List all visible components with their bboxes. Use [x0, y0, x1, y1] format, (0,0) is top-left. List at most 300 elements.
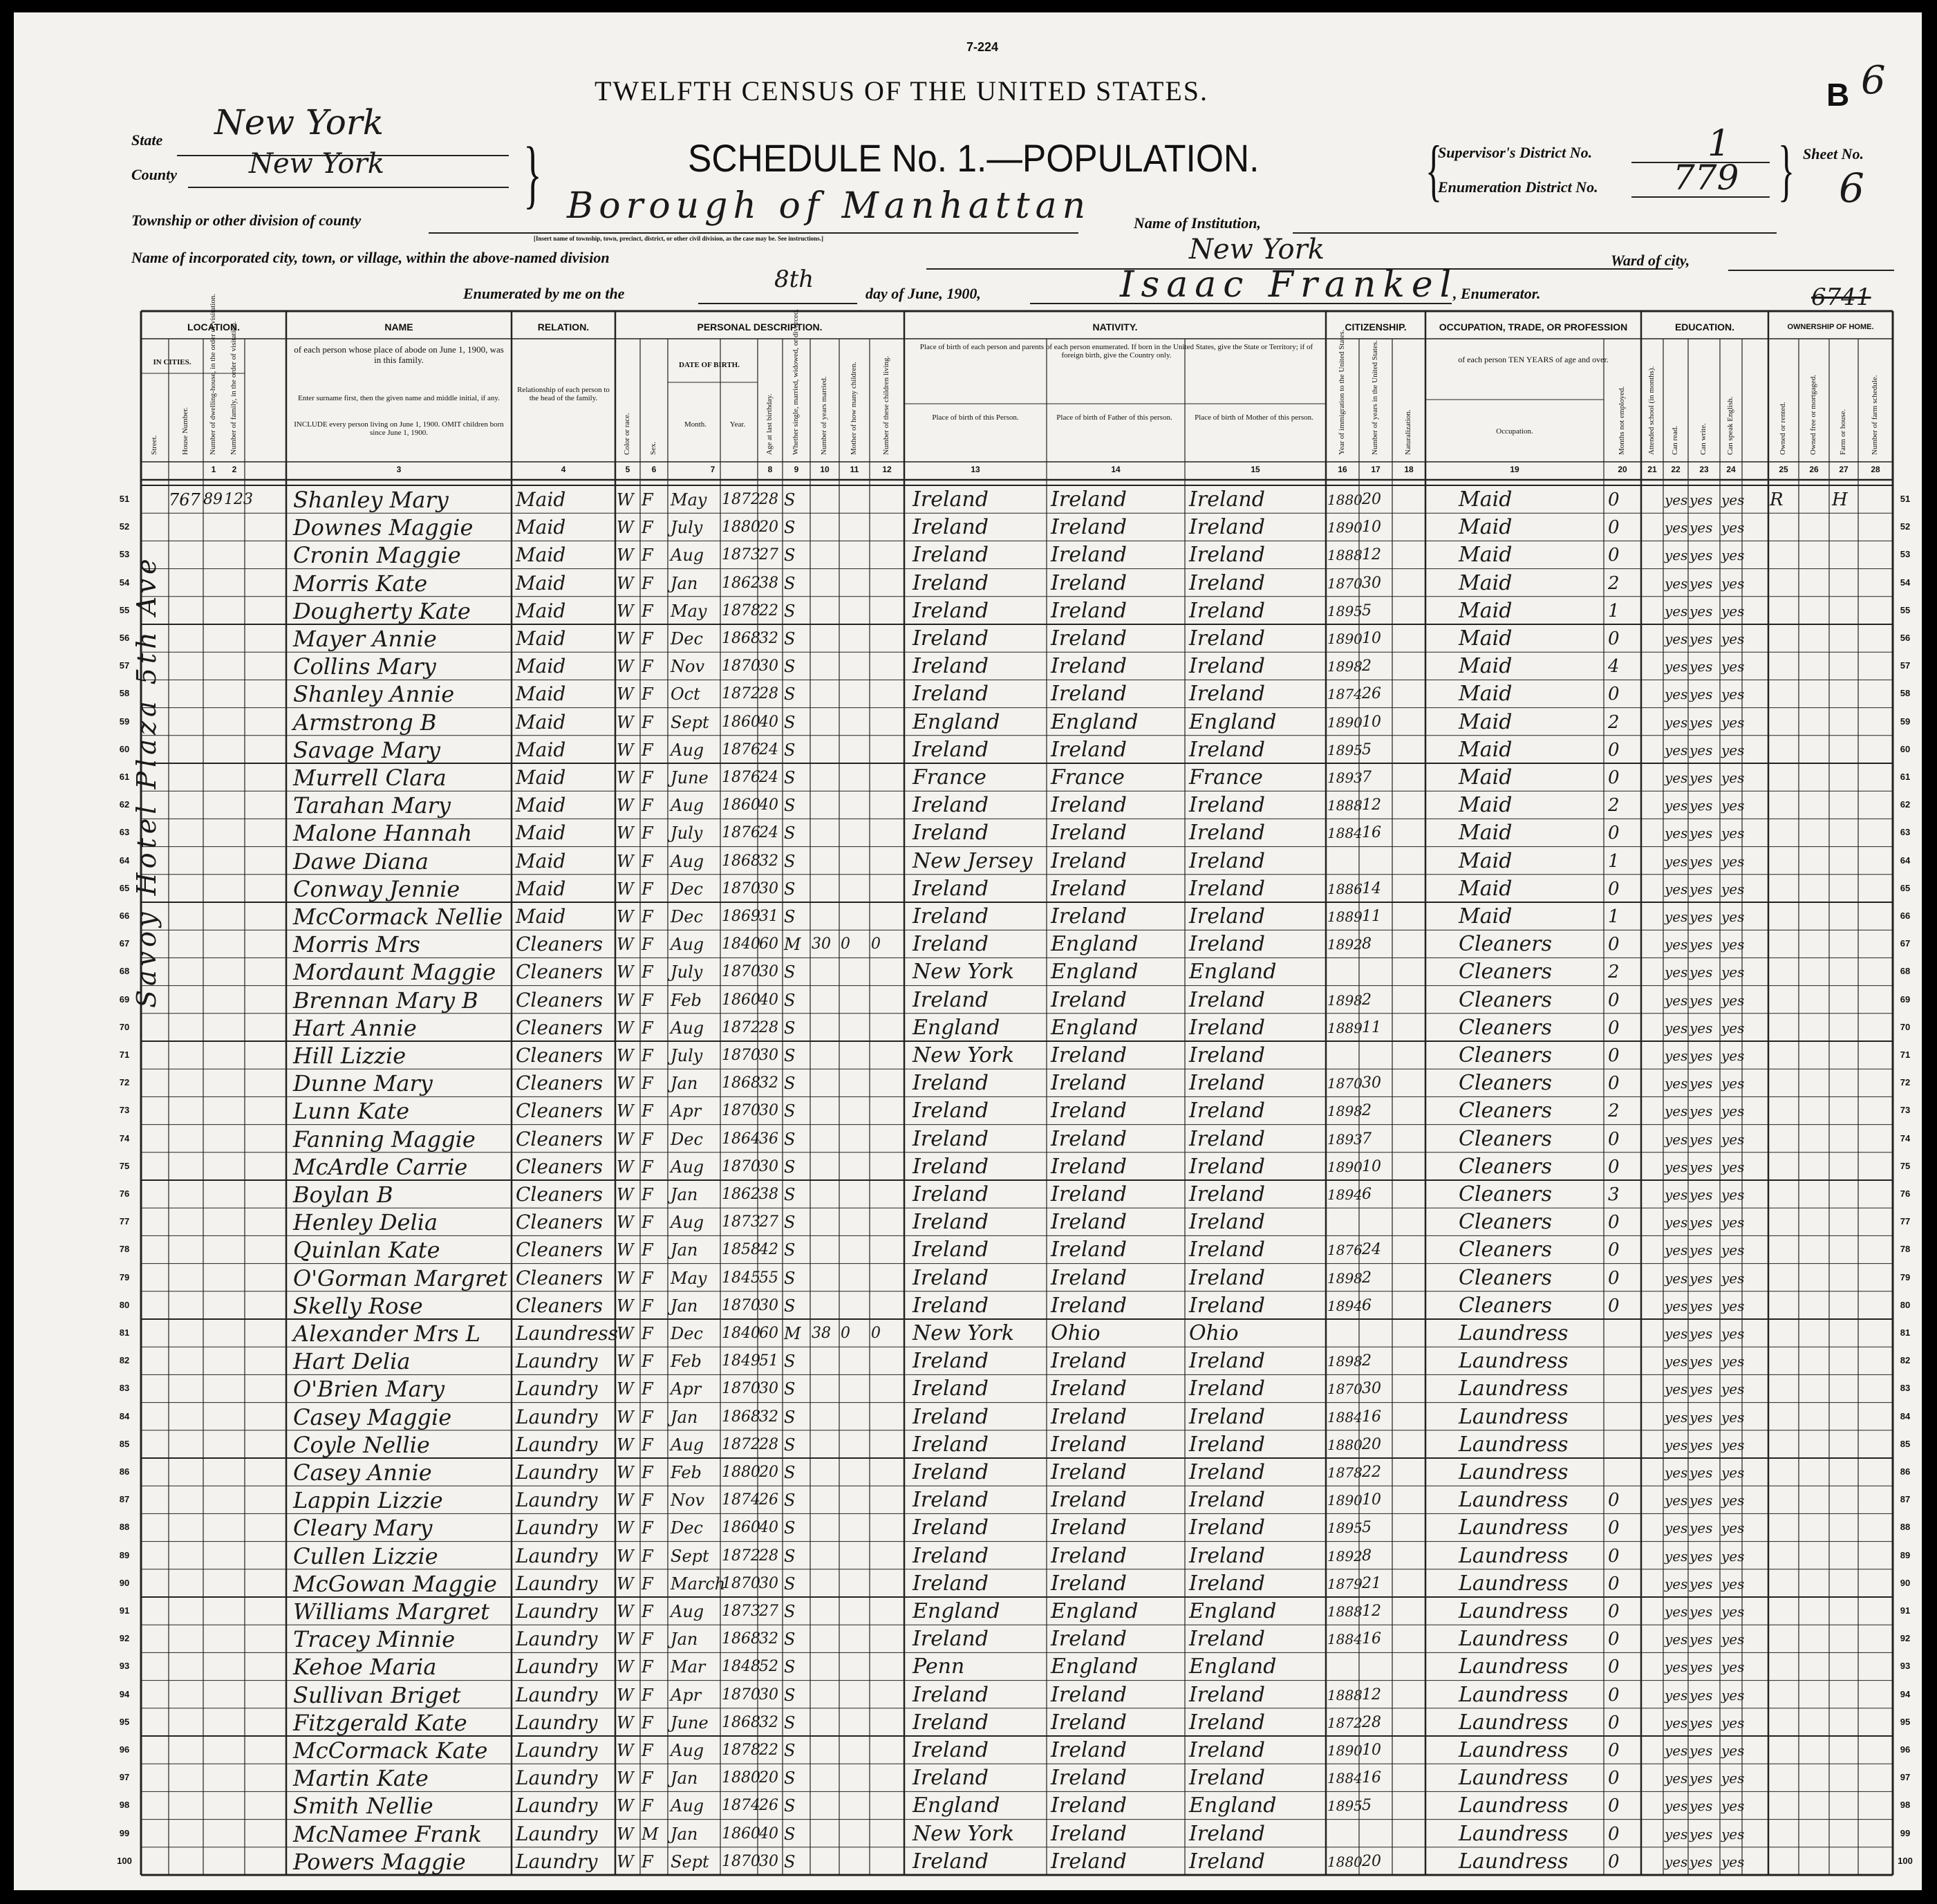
cell-birth: New York — [913, 1821, 1014, 1846]
cell-english: yes — [1721, 1186, 1745, 1203]
column-number: 22 — [1671, 465, 1681, 474]
cell-relation: Maid — [516, 794, 566, 817]
cell-english: yes — [1721, 1158, 1745, 1175]
cell-mother: England — [1189, 960, 1277, 984]
cell-relation: Cleaners — [516, 1155, 603, 1178]
cell-read: yes — [1665, 492, 1688, 508]
cell-month: Dec — [671, 1129, 703, 1149]
cell-house: 767 — [169, 490, 200, 510]
cell-father: Ireland — [1051, 1349, 1127, 1374]
cell-sex: F — [642, 573, 653, 593]
cell-color: W — [617, 1157, 634, 1177]
name-description: of each person whose place of abode on June 1, 1900, was in this family. — [294, 344, 504, 365]
cell-mother: England — [1189, 1599, 1277, 1623]
cell-marital: S — [784, 601, 796, 621]
cell-months-unemp: 0 — [1608, 1740, 1620, 1761]
cell-age: 30 — [759, 963, 778, 981]
line-number: 63 — [119, 827, 130, 838]
vertical-header: Street. — [150, 435, 158, 455]
line-number-right: 63 — [1900, 827, 1911, 838]
cell-english: yes — [1721, 686, 1745, 703]
cell-month: Dec — [671, 879, 703, 899]
cell-marital: S — [784, 962, 796, 982]
cell-years-us: 10 — [1362, 630, 1381, 647]
cell-marital: S — [784, 879, 796, 899]
cell-month: Jan — [671, 1240, 698, 1260]
cell-english: yes — [1721, 1075, 1745, 1092]
cell-english: yes — [1721, 1130, 1745, 1148]
cell-month: Aug — [671, 935, 704, 955]
line-number-right: 88 — [1900, 1522, 1911, 1533]
cell-name: Downes Maggie — [293, 514, 474, 541]
cell-year: 1860 — [722, 713, 760, 731]
line-number: 97 — [119, 1772, 130, 1783]
cell-birth: Ireland — [913, 1849, 989, 1874]
cell-birth: Ireland — [913, 1543, 989, 1568]
cell-relation: Laundry — [516, 1377, 598, 1401]
cell-month: Oct — [671, 684, 700, 704]
cell-marital: S — [784, 1240, 796, 1260]
enumerator-name: Isaac Frankel — [1120, 264, 1459, 306]
cell-relation: Cleaners — [516, 1127, 603, 1150]
cell-birth: Penn — [913, 1654, 965, 1679]
cell-age: 24 — [759, 824, 778, 842]
cell-occupation: Cleaners — [1459, 1071, 1552, 1096]
cell-immig: 1890 — [1327, 1492, 1363, 1509]
cell-english: yes — [1721, 658, 1745, 675]
cell-occupation: Laundress — [1459, 1349, 1569, 1374]
cell-read: yes — [1665, 1047, 1688, 1064]
cell-english: yes — [1721, 1770, 1745, 1787]
cell-read: yes — [1665, 1714, 1688, 1731]
cell-immig: 1898 — [1327, 1269, 1363, 1287]
cell-mother: Ireland — [1189, 654, 1265, 679]
cell-color: W — [617, 1379, 634, 1399]
cell-months-unemp: 0 — [1608, 1295, 1620, 1316]
cell-year: 1870 — [722, 1047, 760, 1064]
cell-read: yes — [1665, 547, 1688, 564]
cell-year: 1873 — [722, 546, 760, 564]
column-number: 21 — [1647, 465, 1657, 474]
cell-marital: S — [784, 684, 796, 704]
cell-family: 123 — [224, 491, 253, 508]
cell-color: W — [617, 629, 634, 648]
crossed-number: 6741 — [1811, 283, 1871, 311]
cell-age: 20 — [759, 519, 778, 536]
cell-english: yes — [1721, 519, 1745, 536]
cell-mother: Ireland — [1189, 1349, 1265, 1374]
cell-sex: F — [642, 962, 653, 982]
cell-read: yes — [1665, 1242, 1688, 1259]
cell-sex: F — [642, 518, 653, 538]
cell-month: Mar — [671, 1657, 706, 1677]
cell-year: 1868 — [722, 1408, 760, 1426]
cell-years-us: 30 — [1362, 574, 1381, 592]
cell-english: yes — [1721, 1686, 1745, 1704]
cell-months-unemp: 0 — [1608, 1573, 1620, 1594]
column-number: 23 — [1699, 465, 1709, 474]
cell-age: 40 — [759, 1519, 778, 1537]
line-number: 93 — [119, 1661, 130, 1672]
line-number-right: 85 — [1900, 1438, 1911, 1449]
cell-mother: Ireland — [1189, 487, 1265, 512]
cell-months-unemp: 0 — [1608, 1128, 1620, 1150]
cell-birth: Ireland — [913, 1349, 989, 1374]
cell-month: Aug — [671, 1018, 704, 1038]
cell-mother: Ireland — [1189, 1515, 1265, 1540]
cell-age: 30 — [759, 1852, 778, 1870]
cell-name: Dunne Mary — [293, 1070, 433, 1097]
cell-birth: Ireland — [913, 1210, 989, 1235]
cell-month: Jan — [671, 1824, 698, 1844]
cell-sex: F — [642, 1352, 653, 1372]
cell-month: June — [671, 768, 709, 787]
cell-marital: S — [784, 573, 796, 593]
cell-sex: F — [642, 1602, 653, 1621]
cell-occupation: Laundress — [1459, 1488, 1569, 1513]
cell-read: yes — [1665, 1269, 1688, 1287]
cell-month: Jan — [671, 1407, 698, 1427]
cell-year: 1880 — [722, 1464, 760, 1481]
cell-color: W — [617, 1657, 634, 1677]
cell-year: 1880 — [722, 519, 760, 536]
cell-marital: S — [784, 851, 796, 871]
cell-read: yes — [1665, 1436, 1688, 1453]
cell-father: Ireland — [1051, 515, 1127, 540]
cell-month: Apr — [671, 1685, 702, 1705]
cell-marital: S — [784, 490, 796, 510]
cell-year: 1860 — [722, 796, 760, 814]
cell-occupation: Laundress — [1459, 1321, 1569, 1345]
cell-age: 24 — [759, 740, 778, 758]
cell-years-us: 16 — [1362, 1408, 1381, 1426]
cell-father: Ireland — [1051, 1793, 1127, 1818]
cell-english: yes — [1721, 1297, 1745, 1314]
cell-immig: 1892 — [1327, 1547, 1363, 1565]
cell-write: yes — [1690, 713, 1713, 731]
cell-birth: Ireland — [913, 1238, 989, 1262]
cell-father: Ireland — [1051, 1571, 1127, 1596]
column-number: 26 — [1809, 465, 1819, 474]
cell-color: W — [617, 1240, 634, 1260]
line-number-right: 80 — [1900, 1299, 1911, 1310]
cell-marital: S — [784, 1546, 796, 1566]
cell-relation: Cleaners — [516, 960, 603, 984]
cell-name: Hart Annie — [293, 1014, 417, 1041]
cell-year: 1862 — [722, 1186, 760, 1203]
cell-read: yes — [1665, 1325, 1688, 1342]
cell-occupation: Maid — [1459, 598, 1513, 623]
cell-age: 60 — [759, 1325, 778, 1342]
ownership-group-header: OWNERSHIP OF HOME. — [1787, 323, 1874, 331]
cell-marital: S — [784, 1657, 796, 1677]
cell-months-unemp: 0 — [1608, 1490, 1620, 1511]
cell-month: Sept — [671, 1851, 709, 1872]
cell-immig: 1879 — [1327, 1575, 1363, 1592]
line-number-right: 75 — [1900, 1160, 1911, 1171]
cell-years-us: 28 — [1362, 1713, 1381, 1731]
cell-birth: Ireland — [913, 1376, 989, 1401]
line-number-right: 67 — [1900, 938, 1911, 949]
cell-age: 27 — [759, 1603, 778, 1620]
cell-relation: Cleaners — [516, 933, 603, 956]
cell-color: W — [617, 684, 634, 704]
cell-months-unemp: 0 — [1608, 1768, 1620, 1789]
cell-color: W — [617, 518, 634, 538]
cell-mother: Ireland — [1189, 570, 1265, 595]
cell-name: Casey Annie — [293, 1459, 432, 1486]
cell-birth: Ireland — [913, 1682, 989, 1707]
cell-father: England — [1051, 1599, 1139, 1623]
cell-english: yes — [1721, 602, 1745, 619]
cell-english: yes — [1721, 1575, 1745, 1592]
cell-year: 1870 — [722, 1574, 760, 1592]
cell-english: yes — [1721, 1520, 1745, 1537]
cell-name: Shanley Annie — [293, 681, 455, 708]
cell-write: yes — [1690, 1464, 1713, 1481]
cell-english: yes — [1721, 1603, 1745, 1620]
line-number: 54 — [119, 577, 130, 588]
cell-age: 27 — [759, 546, 778, 564]
line-number: 74 — [119, 1132, 130, 1144]
cell-name: Martin Kate — [293, 1765, 429, 1792]
cell-immig: 1889 — [1327, 1019, 1363, 1036]
cell-marital: S — [784, 1712, 796, 1733]
cell-months-unemp: 0 — [1608, 989, 1620, 1011]
cell-english: yes — [1721, 852, 1745, 870]
cell-occupation: Laundress — [1459, 1599, 1569, 1623]
line-number-right: 92 — [1900, 1633, 1911, 1644]
cell-english: yes — [1721, 575, 1745, 592]
cell-occupation: Cleaners — [1459, 1154, 1552, 1179]
cell-sex: F — [642, 1435, 653, 1455]
cell-age: 30 — [759, 657, 778, 675]
cell-age: 42 — [759, 1241, 778, 1259]
cell-write: yes — [1690, 1492, 1713, 1509]
vertical-header: Age at last birthday. — [765, 393, 774, 455]
cell-english: yes — [1721, 1242, 1745, 1259]
cell-english: yes — [1721, 1464, 1745, 1481]
cell-month: Aug — [671, 1741, 704, 1760]
cell-name: Tarahan Mary — [293, 792, 451, 819]
cell-sex: F — [642, 796, 653, 816]
cell-mother: Ireland — [1189, 1265, 1265, 1290]
cell-color: W — [617, 1324, 634, 1343]
cell-mother: Ireland — [1189, 737, 1265, 762]
cell-birth: New York — [913, 960, 1014, 984]
cell-year: 1880 — [722, 1769, 760, 1787]
cell-color: W — [617, 1101, 634, 1121]
city-value: New York — [1189, 234, 1325, 265]
line-number: 92 — [119, 1633, 130, 1644]
line-number: 84 — [119, 1410, 130, 1421]
cell-months-unemp: 0 — [1608, 739, 1620, 760]
cell-english: yes — [1721, 1714, 1745, 1731]
cell-father: Ireland — [1051, 1515, 1127, 1540]
line-number-right: 94 — [1900, 1688, 1911, 1699]
cell-year: 1870 — [722, 1686, 760, 1704]
sheet-letter: B — [1826, 77, 1850, 113]
cell-age: 30 — [759, 1157, 778, 1175]
cell-birth: Ireland — [913, 821, 989, 846]
line-number: 73 — [119, 1105, 130, 1116]
cell-write: yes — [1690, 1659, 1713, 1676]
cell-color: W — [617, 962, 634, 982]
cell-read: yes — [1665, 852, 1688, 870]
cell-name: McCormack Kate — [293, 1737, 488, 1764]
cell-month: Sept — [671, 712, 709, 732]
cell-months-unemp: 0 — [1608, 934, 1620, 955]
cell-age: 22 — [759, 601, 778, 619]
cell-birth: Ireland — [913, 987, 989, 1012]
vertical-header: Number of years married. — [820, 376, 828, 455]
cell-father: Ireland — [1051, 1432, 1127, 1457]
cell-color: W — [617, 601, 634, 621]
cell-occupation: Laundress — [1459, 1710, 1569, 1735]
cell-year: 1872 — [722, 1547, 760, 1565]
cell-father: Ireland — [1051, 821, 1127, 846]
cell-read: yes — [1665, 658, 1688, 675]
cell-months-unemp: 0 — [1608, 1601, 1620, 1622]
cell-english: yes — [1721, 1492, 1745, 1509]
cell-read: yes — [1665, 1158, 1688, 1175]
cell-month: Nov — [671, 1491, 705, 1511]
cell-birth: Ireland — [913, 1515, 989, 1540]
line-number: 100 — [117, 1855, 132, 1866]
cell-years-us: 8 — [1362, 935, 1372, 953]
cell-occupation: Cleaners — [1459, 1099, 1552, 1123]
cell-year: 1860 — [722, 1824, 760, 1842]
cell-read: yes — [1665, 1686, 1688, 1704]
cell-occupation: Maid — [1459, 848, 1513, 873]
cell-age: 30 — [759, 1686, 778, 1704]
cell-occupation: Maid — [1459, 904, 1513, 928]
cell-read: yes — [1665, 1825, 1688, 1842]
cell-years-us: 10 — [1362, 519, 1381, 536]
cell-name: Boylan B — [293, 1182, 393, 1208]
vertical-header: House Number. — [181, 407, 189, 455]
cell-birth: Ireland — [913, 487, 989, 512]
cell-name: McNamee Frank — [293, 1820, 482, 1847]
cell-immig: 1888 — [1327, 1686, 1363, 1704]
cell-months-unemp: 0 — [1608, 767, 1620, 788]
cell-year: 1868 — [722, 1713, 760, 1731]
cell-write: yes — [1690, 1686, 1713, 1704]
line-number: 59 — [119, 716, 130, 727]
cell-immig: 1884 — [1327, 1408, 1363, 1426]
cell-color: W — [617, 1630, 634, 1650]
cell-years-us: 12 — [1362, 1603, 1381, 1620]
cell-years-us: 21 — [1362, 1574, 1381, 1592]
cell-english: yes — [1721, 1214, 1745, 1231]
column-number: 1 — [211, 465, 216, 474]
cell-age: 30 — [759, 1574, 778, 1592]
cell-months-unemp: 0 — [1608, 684, 1620, 705]
cell-immig: 1898 — [1327, 991, 1363, 1009]
cell-mother: Ireland — [1189, 1126, 1265, 1151]
column-number: 15 — [1251, 465, 1260, 474]
nativity-description: Place of birth of each person and parents of each person enumerated. If born in the United States, give the State or Territory; if of foreign birth, give the Country only. — [919, 343, 1313, 360]
cell-sex: F — [642, 1796, 653, 1816]
cell-years-us: 7 — [1362, 1130, 1372, 1148]
cell-occupation: Laundress — [1459, 1821, 1569, 1846]
cell-occupation: Maid — [1459, 570, 1513, 595]
cell-father: Ireland — [1051, 1210, 1127, 1235]
cell-mother: Ireland — [1189, 682, 1265, 707]
cell-age: 40 — [759, 713, 778, 731]
cell-age: 38 — [759, 574, 778, 592]
cell-english: yes — [1721, 991, 1745, 1009]
cell-living: 0 — [871, 1325, 881, 1342]
line-number: 96 — [119, 1744, 130, 1755]
cell-sex: F — [642, 823, 653, 843]
line-number-right: 56 — [1900, 633, 1911, 643]
cell-immig: 1870 — [1327, 575, 1363, 592]
cell-marital: S — [784, 1352, 796, 1372]
cell-occupation: Maid — [1459, 626, 1513, 651]
cell-year: 1870 — [722, 1102, 760, 1120]
cell-name: Alexander Mrs L — [293, 1320, 480, 1347]
column-number: 25 — [1779, 465, 1788, 474]
cell-write: yes — [1690, 1019, 1713, 1036]
cell-read: yes — [1665, 602, 1688, 619]
cell-color: W — [617, 1602, 634, 1621]
cell-color: W — [617, 1213, 634, 1233]
cell-father: Ireland — [1051, 1404, 1127, 1429]
line-number: 68 — [119, 966, 130, 977]
cell-name: Smith Nellie — [293, 1793, 433, 1820]
cell-months-unemp: 0 — [1608, 1212, 1620, 1233]
line-number: 79 — [119, 1271, 130, 1282]
cell-mother: Ireland — [1189, 1099, 1265, 1123]
cell-sex: F — [642, 935, 653, 955]
cell-marital: S — [784, 1796, 796, 1816]
cell-months-unemp: 0 — [1608, 545, 1620, 566]
line-number-right: 78 — [1900, 1244, 1911, 1255]
vertical-header: Number of years in the United States. — [1371, 340, 1379, 455]
cell-months-unemp: 0 — [1608, 1545, 1620, 1567]
cell-name: Malone Hannah — [293, 820, 472, 847]
cell-year: 1874 — [722, 1491, 760, 1509]
cell-years-us: 24 — [1362, 1241, 1381, 1259]
cell-years-us: 16 — [1362, 824, 1381, 842]
cell-relation: Cleaners — [516, 1044, 603, 1067]
cell-write: yes — [1690, 852, 1713, 870]
cell-months-unemp: 0 — [1608, 1156, 1620, 1177]
cell-year: 1849 — [722, 1352, 760, 1370]
cell-father: Ireland — [1051, 1488, 1127, 1513]
cell-years-us: 11 — [1362, 1018, 1381, 1036]
cell-month: Feb — [671, 990, 702, 1010]
column-number: 17 — [1371, 465, 1381, 474]
cell-years-us: 8 — [1362, 1547, 1372, 1565]
line-number: 83 — [119, 1383, 130, 1394]
cell-name: McGowan Maggie — [293, 1570, 497, 1597]
cell-year: 1876 — [722, 769, 760, 786]
cell-years-us: 10 — [1362, 1157, 1381, 1175]
vertical-header: Sex. — [649, 441, 657, 455]
cell-years-us: 6 — [1362, 1186, 1372, 1203]
cell-months-unemp: 0 — [1608, 1267, 1620, 1289]
cell-children: 0 — [841, 935, 850, 953]
cell-occupation: Cleaners — [1459, 1015, 1552, 1040]
cell-marital: S — [784, 1101, 796, 1121]
line-number-right: 81 — [1900, 1327, 1911, 1338]
cell-occupation: Laundress — [1459, 1738, 1569, 1762]
cell-month: Aug — [671, 1213, 704, 1233]
cell-sex: F — [642, 1101, 653, 1121]
cell-months-unemp: 1 — [1608, 850, 1620, 872]
